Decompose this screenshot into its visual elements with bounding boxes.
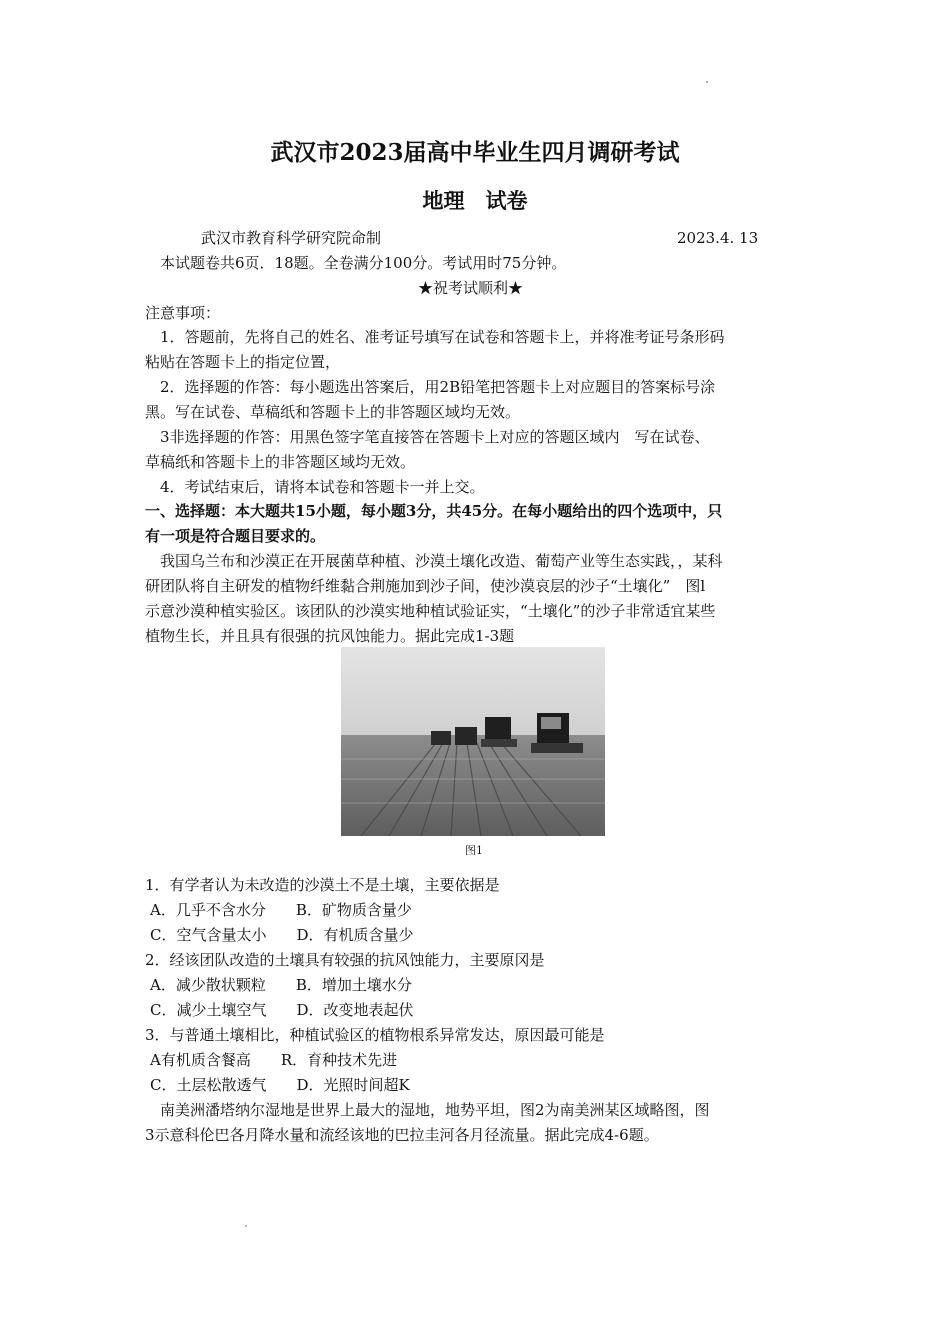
section-heading: 一、选择题：本大题共15小题，每小题3分，共45分。在每小题给出的四个选项中，只	[145, 502, 723, 520]
passage-line: 植物生长，并且具有很强的抗风蚀能力。据此完成1-3题	[145, 627, 515, 645]
photo-graphic	[341, 647, 605, 836]
question-stem: 2．经该团队改造的土壤具有较强的抗风蚀能力，主要原冈是	[145, 951, 545, 969]
question-stem: 3．与普通土壤相比，种植试验区的植物根系异常发达，原因最可能是	[145, 1026, 605, 1044]
question-options: A．几乎不含水分 B．矿物质含量少	[150, 901, 412, 919]
passage-line: 研团队将自主研发的植物纤维黏合荆施加到沙子间，使沙漠哀层的沙子“土壤化” 图l	[145, 577, 706, 595]
notice-line: 粘贴在答题卡上的指定位置，	[145, 353, 341, 371]
good-luck-note: ★祝考试顺利★	[418, 279, 524, 297]
scan-speck	[245, 1225, 247, 1227]
exam-subject: 地理 试卷	[422, 188, 528, 213]
exam-info: 本试题卷共6页．18题。全卷满分100分。考试用时75分钟。	[160, 254, 567, 272]
figure-caption: 图1	[465, 844, 483, 857]
notice-line: 4．考试结束后，请将本试卷和答题卡一并上交。	[160, 478, 485, 496]
question-options: C．空气含量太小 D．有机质含量少	[150, 926, 414, 944]
notice-line: 2．选择题的作答：每小题选出答案后，用2B铅笔把答题卡上对应题目的答案标号涂	[160, 378, 716, 396]
passage-line: 示意沙漠种植实验区。该团队的沙漠实地种植试验证实，“土壤化”的沙子非常适宜某些	[145, 602, 716, 620]
question-options: A．减少散状颗粒 B．增加土壤水分	[150, 976, 412, 994]
notice-line: 1．答题前，先将自己的姓名、准考证号填写在试卷和答题卡上，并将准考证号条形码	[160, 328, 725, 346]
question-options: A有机质含餐高 R．育种技术先进	[150, 1051, 398, 1069]
question-options: C．减少土壤空气 D．改变地表起伏	[150, 1001, 414, 1019]
passage-line: 3示意科伦巴各月降水量和流经该地的巴拉圭河各月径流量。据此完成4-6题。	[145, 1126, 659, 1144]
notice-heading: 注意事项：	[145, 304, 221, 322]
question-stem: 1．有学者认为未改造的沙漠土不是土壤，主要依据是	[145, 876, 500, 894]
notice-line: 黑。写在试卷、草稿纸和答题卡上的非答题区域均无效。	[145, 403, 521, 421]
scan-speck	[706, 81, 708, 83]
section-heading: 有一项是符合题目要求的。	[145, 527, 326, 545]
exam-date: 2023.4. 13	[677, 229, 759, 247]
notice-line: 3非选择题的作答：用黑色签字笔直接答在答题卡上对应的答题区域内 写在试卷、	[160, 428, 710, 446]
issuer: 武汉市教育科学研究院命制	[201, 229, 382, 247]
question-options: C．土层松散透气 D．光照时间超K	[150, 1076, 410, 1094]
notice-line: 草稿纸和答题卡上的非答题区域均无效。	[145, 453, 416, 471]
exam-title: 武汉市2023届高中毕业生四月调研考试	[270, 139, 680, 166]
passage-line: 南美洲潘塔纳尔湿地是世界上最大的湿地，地势平坦，图2为南美洲某区域略图，图	[160, 1101, 710, 1119]
passage-line: 我国乌兰布和沙漠正在开展菌草种植、沙漠土壤化改造、葡萄产业等生态实践，，某科	[160, 552, 723, 570]
desert-planting-photo	[341, 647, 605, 836]
